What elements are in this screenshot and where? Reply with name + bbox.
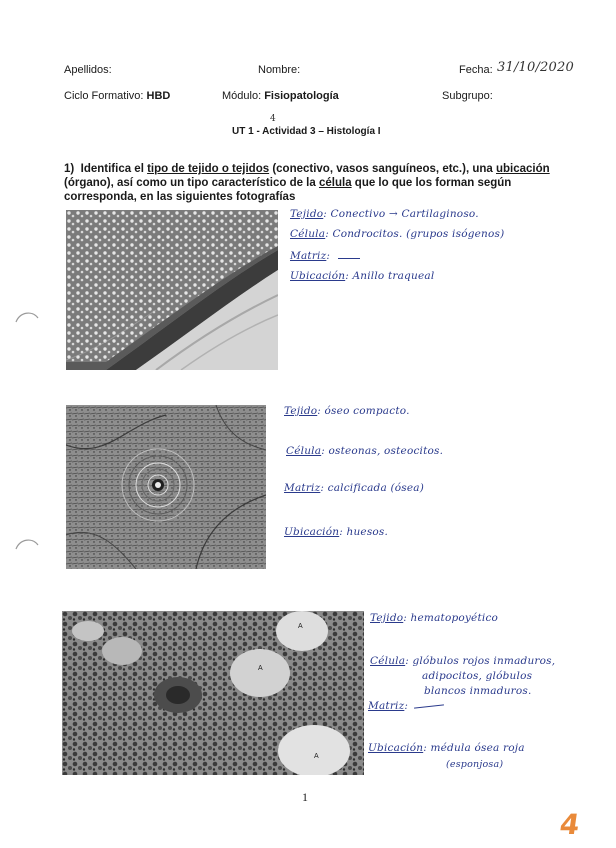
answer1-tejido-label: Tejido: [290, 208, 324, 220]
activity-title-suffix: – Histología I: [315, 126, 381, 137]
activity-title-number: 3: [309, 126, 316, 137]
answer3-ubicacion: [368, 742, 525, 754]
answer3-celula-value-1: : glóbulos rojos inmaduros,: [405, 655, 556, 667]
answer1-celula-label: Célula: [290, 228, 326, 240]
ciclo-label: Ciclo Formativo:: [64, 90, 144, 102]
answer3-celula: [370, 655, 555, 667]
answer3-ubicacion-label: Ubicación: [368, 742, 424, 754]
answer1-matriz: [290, 250, 330, 262]
figure3-label-a1: A: [298, 623, 303, 630]
answer1-ubicacion: [290, 270, 434, 282]
answer1-tejido-value: : Conectivo → Cartilaginoso.: [323, 208, 479, 220]
fecha-value: 31/10/2020: [497, 60, 574, 75]
answer2-celula-label: Célula: [286, 445, 322, 457]
answer3-ubicacion-line2: (esponjosa): [446, 759, 504, 770]
answer2-celula: [286, 445, 443, 457]
answer1-ubicacion-label: Ubicación: [290, 270, 346, 282]
histology-photo-marrow: [62, 611, 364, 775]
figure3-label-a3: A: [314, 753, 319, 760]
question-part2: tipo de tejido o tejidos: [147, 163, 270, 175]
histology-photo-bone: [66, 405, 266, 569]
answer3-matriz-value: :: [404, 700, 409, 712]
punch-hole-mark-bottom: [14, 535, 40, 553]
answer3-celula-line2: adipocitos, glóbulos: [422, 670, 533, 682]
modulo-label: Módulo:: [222, 90, 262, 102]
page-number: 1: [302, 790, 308, 804]
answer3-tejido: [370, 612, 498, 624]
answer2-tejido-label: Tejido: [284, 405, 318, 417]
answer1-matriz-blank: [338, 258, 360, 259]
activity-title: [232, 126, 381, 137]
ciclo-row: [64, 90, 170, 102]
apellidos-label: Apellidos:: [64, 64, 112, 76]
nombre-label: Nombre:: [258, 64, 301, 76]
answer1-matriz-label: Matriz: [290, 250, 327, 262]
modulo-row: [222, 90, 339, 102]
question-number: 1): [64, 163, 75, 175]
answer2-matriz-label: Matriz: [284, 482, 321, 494]
answer1-ubicacion-value: : Anillo traqueal: [345, 270, 435, 282]
fecha-label: Fecha:: [459, 64, 493, 76]
answer3-tejido-value: : hematopoyético: [403, 612, 499, 624]
answer2-matriz-value: : calcificada (ósea): [320, 482, 425, 494]
ciclo-value: HBD: [146, 90, 171, 102]
answer3-matriz: [368, 700, 408, 712]
punch-hole-mark-top: [14, 308, 40, 326]
answer3-ubicacion-value-1: : médula ósea roja: [423, 742, 525, 754]
question-part5: (órgano), así como un tipo característico de la: [64, 177, 319, 189]
answer2-celula-value: : osteonas, osteocitos.: [321, 445, 444, 457]
answer2-tejido: [284, 405, 410, 417]
activity-title-prefix: UT 1 - Actividad: [232, 126, 310, 137]
answer2-matriz: [284, 482, 424, 494]
grade-mark: 4: [557, 808, 582, 841]
activity-number-correction: 4: [270, 114, 276, 124]
question-part1: Identifica el: [80, 163, 148, 175]
answer2-tejido-value: : óseo compacto.: [317, 405, 410, 417]
modulo-value: Fisiopatología: [264, 90, 339, 102]
answer2-ubicacion-value: : huesos.: [339, 526, 389, 538]
figure3-label-a2: A: [258, 665, 263, 672]
answer3-matriz-blank: [414, 704, 444, 708]
answer1-tejido: [290, 208, 479, 220]
question-part4: ubicación: [496, 163, 550, 175]
answer3-tejido-label: Tejido: [370, 612, 404, 624]
question-part6: célula: [318, 177, 352, 189]
answer3-celula-line3: blancos inmaduros.: [424, 685, 532, 697]
answer3-celula-label: Célula: [370, 655, 406, 667]
answer1-celula: [290, 228, 504, 240]
answer2-ubicacion-label: Ubicación: [284, 526, 340, 538]
histology-photo-cartilage: [66, 210, 278, 370]
question-part3: (conectivo, vasos sanguíneos, etc.), una: [269, 163, 496, 175]
answer1-celula-value: : Condrocitos. (grupos isógenos): [325, 228, 505, 240]
question-text: [64, 162, 564, 204]
question-part7: que lo que los forman según corresponda, en las siguientes fotografías: [64, 177, 512, 203]
subgrupo-label: Subgrupo:: [442, 90, 493, 102]
answer2-ubicacion: [284, 526, 388, 538]
answer1-matriz-value: :: [326, 250, 331, 262]
answer3-matriz-label: Matriz: [368, 700, 405, 712]
